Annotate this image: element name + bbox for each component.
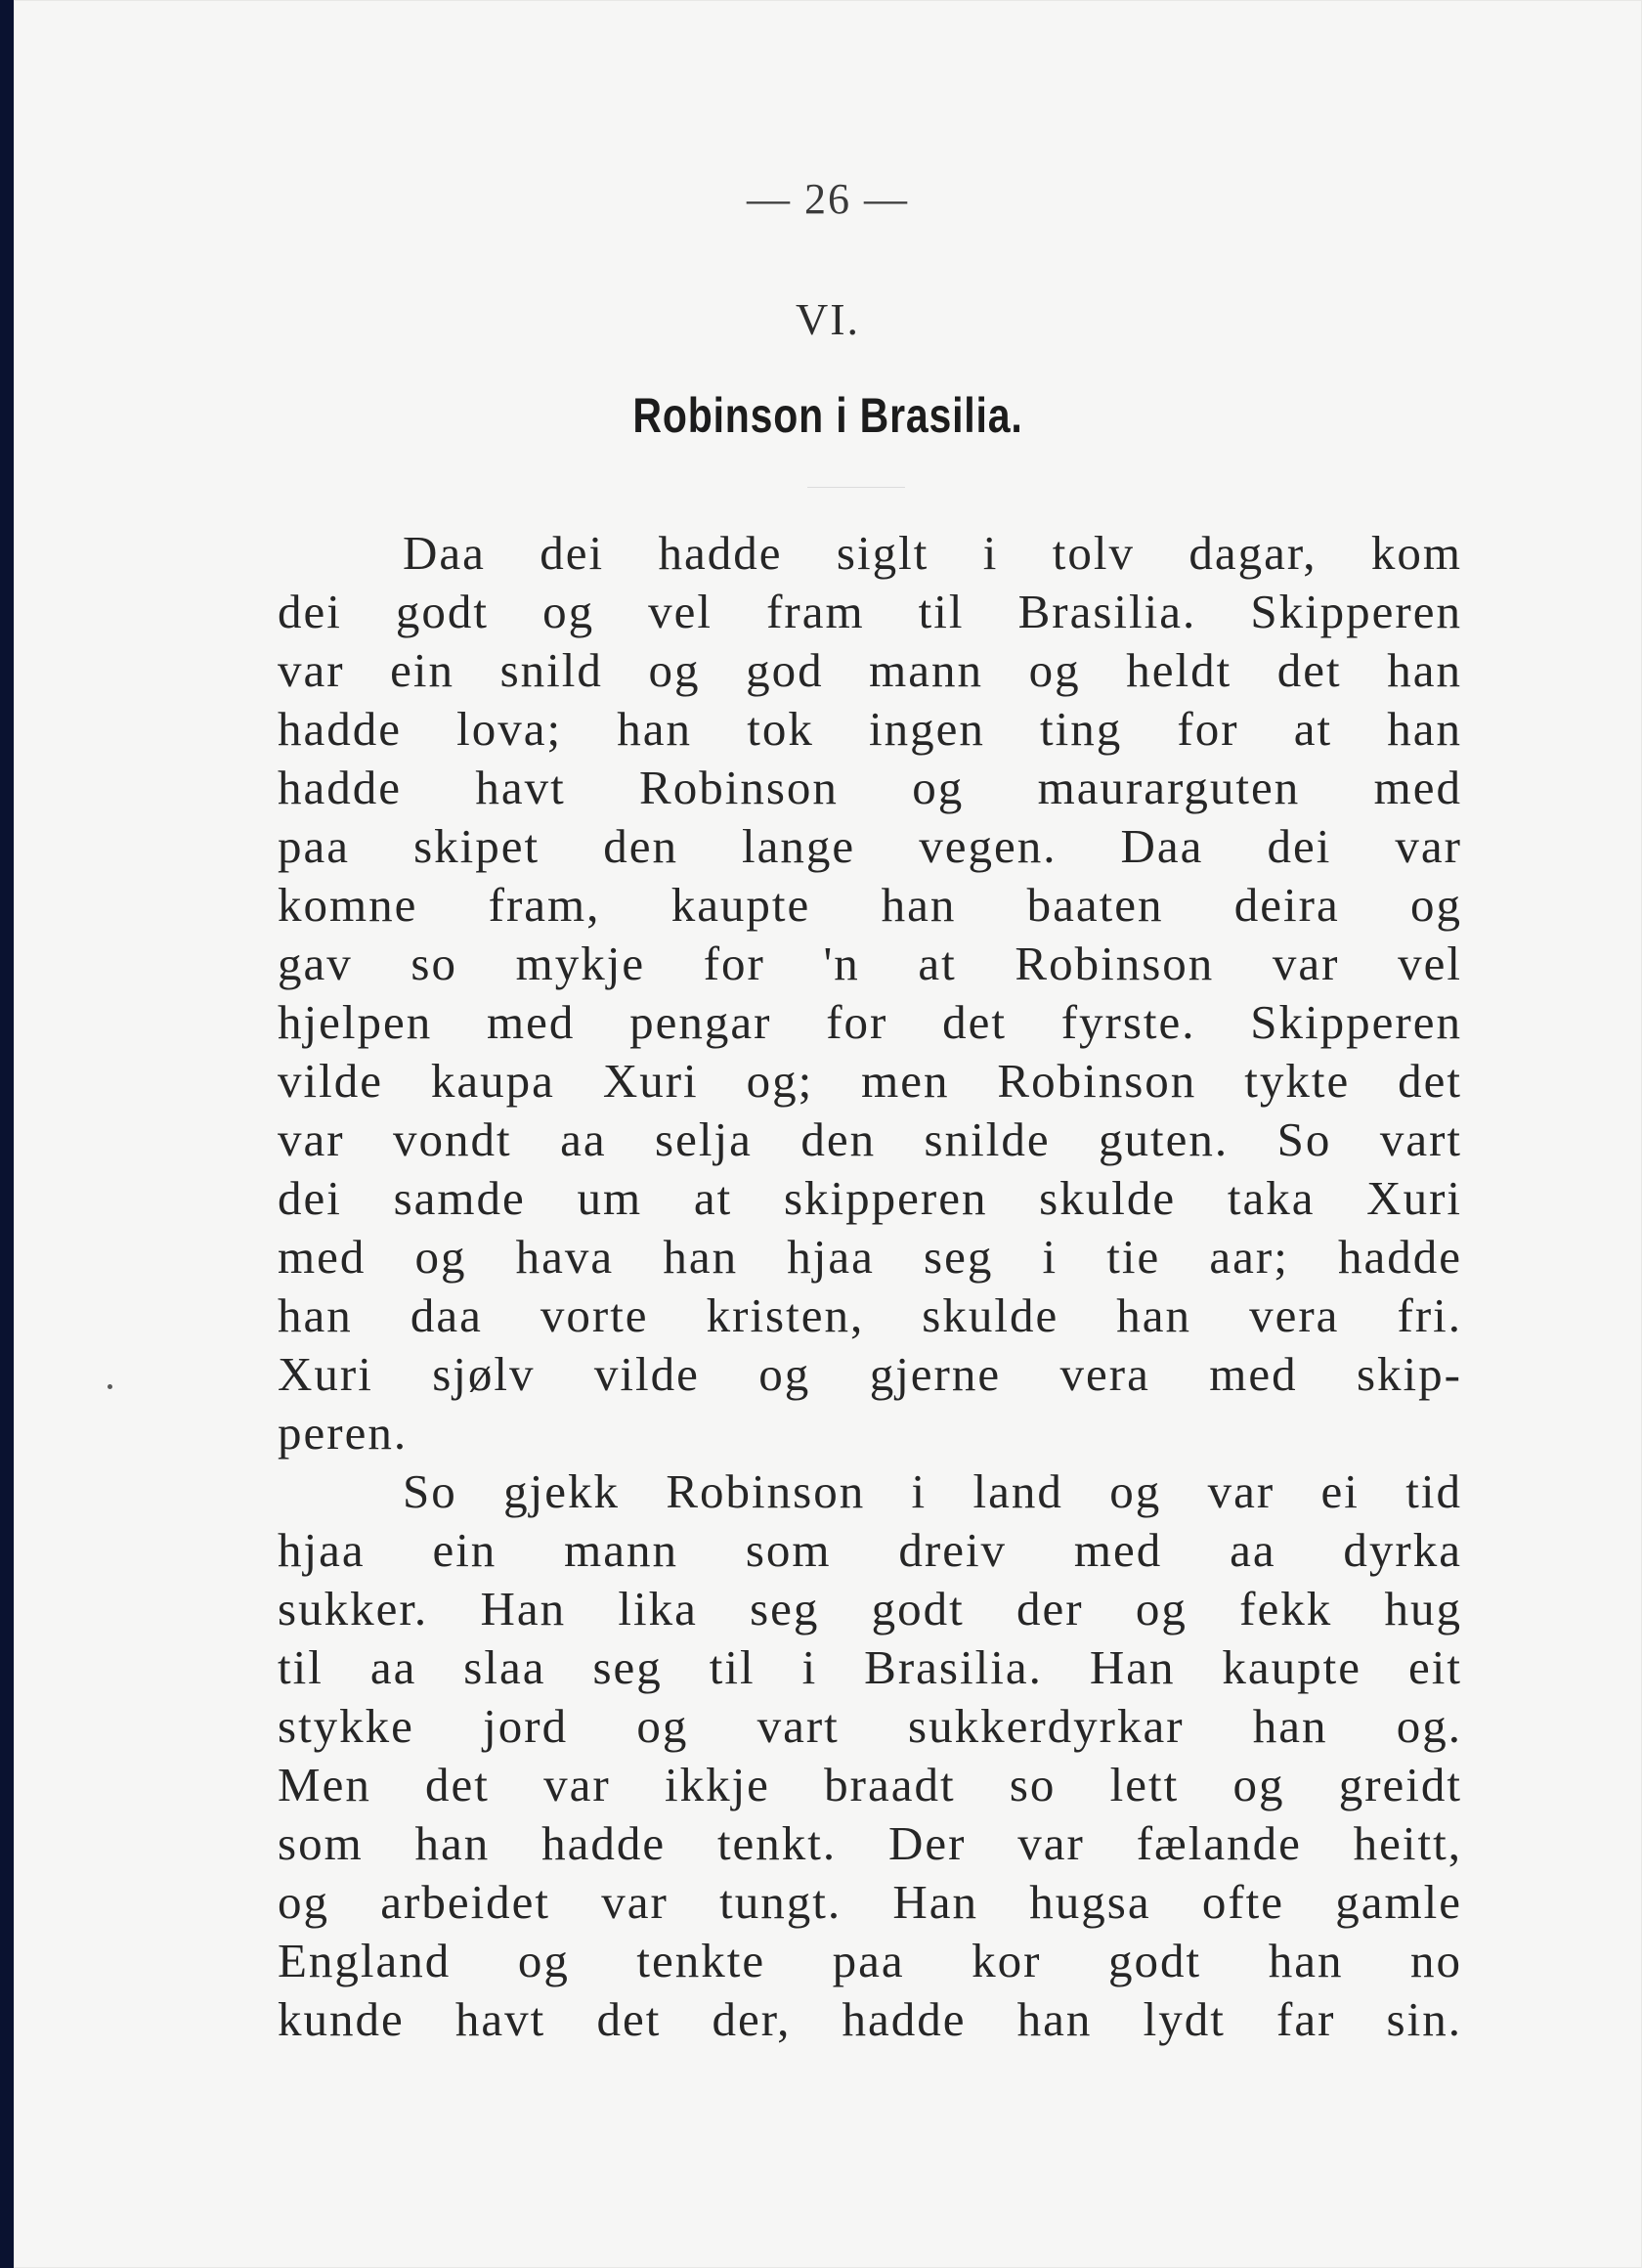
text-line: med og hava han hjaa seg i tie aar; hadde: [278, 1230, 1462, 1284]
text-line: hjelpen med pengar for det fyrste. Skipperen: [278, 995, 1462, 1049]
text-line: kunde havt det der, hadde han lydt far sin.: [278, 1992, 1462, 2046]
book-page: [14, 0, 1642, 2268]
print-speck: [108, 1384, 112, 1389]
text-line: og arbeidet var tungt. Han hugsa ofte gamle: [278, 1875, 1462, 1929]
text-line: var ein snild og god mann og heldt det han: [278, 643, 1462, 697]
text-line: hadde havt Robinson og maurarguten med: [278, 761, 1462, 814]
text-line: til aa slaa seg til i Brasilia. Han kaupte eit: [278, 1640, 1462, 1694]
text-line: So gjekk Robinson i land og var ei tid: [403, 1464, 1462, 1518]
text-line: komne fram, kaupte han baaten deira og: [278, 878, 1462, 932]
text-line: han daa vorte kristen, skulde han vera fri.: [278, 1288, 1462, 1342]
text-line: Men det var ikkje braadt so lett og greidt: [278, 1758, 1462, 1811]
page-number: — 26 —: [747, 175, 909, 223]
text-line: Xuri sjølv vilde og gjerne vera med skip-: [278, 1347, 1462, 1401]
text-line: sukker. Han lika seg godt der og fekk hug: [278, 1582, 1462, 1636]
text-line: hjaa ein mann som dreiv med aa dyrka: [278, 1523, 1462, 1577]
text-line: var vondt aa selja den snilde guten. So vart: [278, 1112, 1462, 1166]
body-text: [278, 524, 1462, 2049]
text-line: stykke jord og vart sukkerdyrkar han og.: [278, 1699, 1462, 1753]
text-line: England og tenkte paa kor godt han no: [278, 1934, 1462, 1987]
text-line: dei godt og vel fram til Brasilia. Skipperen: [278, 585, 1462, 638]
text-line: som han hadde tenkt. Der var fælande heitt,: [278, 1816, 1462, 1870]
text-line: vilde kaupa Xuri og; men Robinson tykte det: [278, 1054, 1462, 1108]
text-line: gav so mykje for 'n at Robinson var vel: [278, 937, 1462, 990]
title-divider: [807, 487, 905, 488]
text-line: dei samde um at skipperen skulde taka Xuri: [278, 1171, 1462, 1225]
text-line: paa skipet den lange vegen. Daa dei var: [278, 819, 1462, 873]
chapter-title: Robinson i Brasilia.: [632, 388, 1023, 443]
text-line: Daa dei hadde siglt i tolv dagar, kom: [403, 526, 1462, 580]
text-line: hadde lova; han tok ingen ting for at han: [278, 702, 1462, 756]
text-line: peren.: [278, 1406, 409, 1460]
chapter-number: VI.: [795, 294, 861, 344]
